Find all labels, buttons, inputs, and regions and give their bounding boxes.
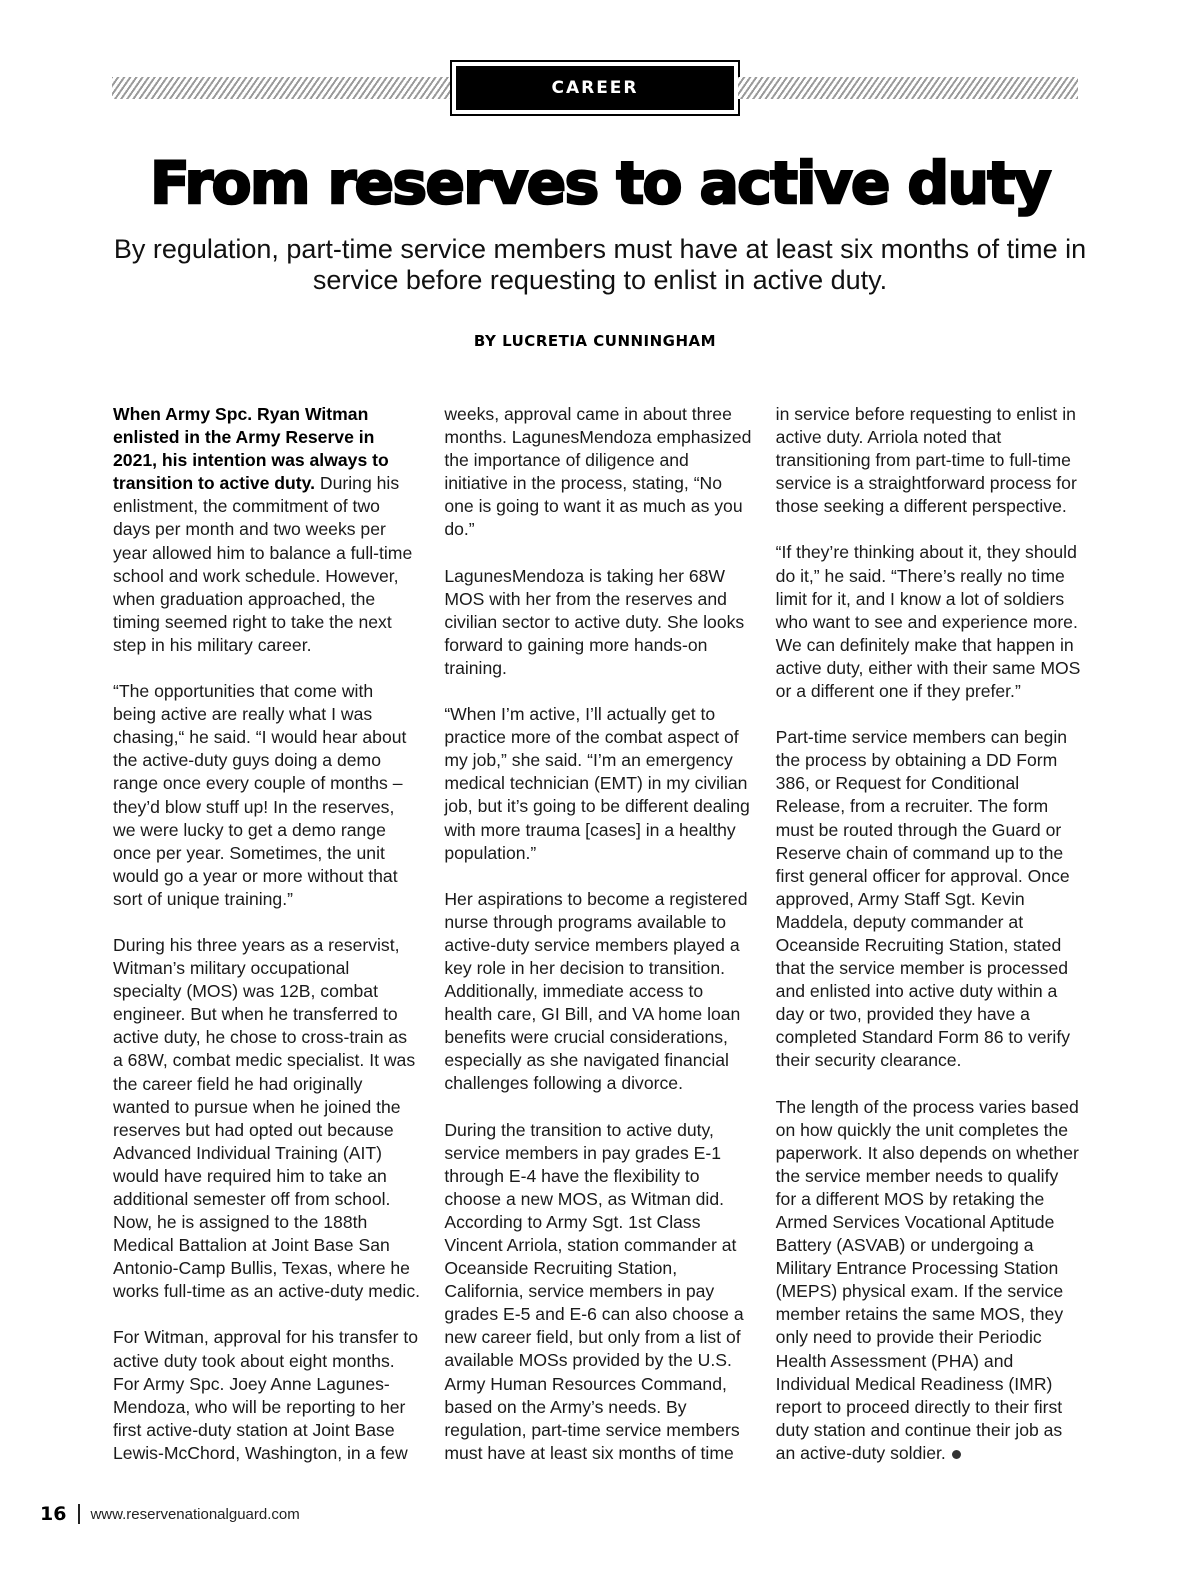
article-byline: BY LUCRETIA CUNNINGHAM (473, 332, 717, 350)
body-paragraph: “When I’m active, I’ll actually get to practice more of the combat aspect of my job,” she said. “I’m an emergency medical technician (EMT) in my civilian job, but it’s going to be different dealing with more trauma [cases] in a healthy population.” (444, 704, 750, 863)
section-header (112, 64, 1078, 112)
body-paragraph: Her aspirations to become a registered nurse through programs available to active-duty service members played a key role in her decision to transition. Additionally, immediate access to health care, GI Bill, and VA home loan benefits were crucial considerations, especially as she navigated financial challenges following a divorce. (444, 888, 748, 1094)
body-paragraph: LagunesMendoza is taking her 68W MOS with her from the reserves and civilian sector to active duty. She looks forward to gaining more hands-on training. (444, 565, 745, 678)
body-paragraph: Part-time service members can begin the process by obtaining a DD Form 386, or Request for Conditional Release, from a recruiter. The form must be routed through the Guard or Reserve chain of command up to the first general officer for approval. Once approved, Army Staff Sgt. Kevin Maddela, deputy commander at Oceanside Recruiting Station, stated that the service member is processed and enlisted into active duty within a day or two, provided they have a completed Standard Form 86 to verify their security clearance. (775, 727, 1070, 1071)
final-paragraph-text: The length of the process varies based on how quickly the unit completes the paperwork. It also depends on whether the service member needs to qualify for a different MOS by retaking the Armed Services Vocational Aptitude Battery (ASVAB) or undergoing a Military Entrance Processing Station (MEPS) physical exam. If the service member retains the same MOS, they only need to provide their Periodic Health Assessment (PHA) and Individual Medical Readiness (IMR) report to proceed directly to their first duty station and continue their job as an active-duty soldier. (775, 1096, 1079, 1463)
article-headline: From reserves to active duty (150, 149, 1050, 217)
header-stripes-left (112, 77, 452, 99)
footer-url: www.reservenationalguard.com (90, 1505, 300, 1523)
footer-divider (78, 1504, 80, 1524)
section-label: CAREER (454, 64, 736, 112)
lead-paragraph (113, 403, 420, 657)
final-paragraph (776, 1096, 1083, 1466)
page-number: 16 (40, 1503, 67, 1525)
body-paragraph: “If they’re thinking about it, they should do it,” he said. “There’s really no time limit for it, and I know a lot of soldiers who want to see and experience more. We can definitely make that happen in active duty, either with their same MOS or a different one if they prefer.” (775, 542, 1081, 702)
page-footer (40, 1501, 300, 1527)
article-body (113, 403, 1083, 1473)
body-paragraph: For Witman, approval for his transfer to active duty took about eight months. For Army Spc. Joey Anne Lagunes-Mendoza, who will be reporting to her first active-duty station at Joint Base Lewis-McChord, Washington, in a few weeks, approval came in about three months. LagunesMendoza emphasized the importance of diligence and initiative in the process, stating, “No one is going to want it as much as you do.” (113, 404, 752, 1463)
body-paragraph: During his three years as a reservist, Witman’s military occupational specialty (MOS) was 12B, combat engineer. But when he transferred to active duty, he chose to cross-train as a 68W, combat medic specialist. It was the career field he had originally wanted to pursue when he joined the reserves but had opted out because Advanced Individual Training (AIT) would have required him to take an additional semester off from school. Now, he is assigned to the 188th Medical Battalion at Joint Base San Antonio-Camp Bullis, Texas, where he works full-time as an active-duty medic. (113, 934, 421, 1302)
header-stripes-right (738, 77, 1078, 99)
lead-paragraph-intro: When Army Spc. Ryan Witman enlisted in the Army Reserve in 2021, his intention was always to transition to active duty. (113, 404, 389, 494)
lead-paragraph-rest: During his enlistment, the commitment of two days per month and two weeks per year allowed him to balance a full-time school and work schedule. However, when graduation approached, the timing seemed right to take the next step in his military career. (113, 473, 413, 655)
body-paragraph: During the transition to active duty, service members in pay grades E-1 through E-4 have the flexibility to choose a new MOS, as Witman did. According to Army Sgt. 1st Class Vincent Arriola, station commander at Oceanside Recruiting Station, California, service members in pay grades E-5 and E-6 can also choose a new career field, but only from a list of available MOSs provided by the U.S. Army Human Resources Command, based on the Army’s needs. By regulation, part-time service members must have at least six months of time in service before requesting to enlist in active duty. Arriola noted that transitioning from part-time to full-time service is a straightforward process for those seeking a different perspective. (444, 404, 1077, 1463)
end-mark-icon (952, 1450, 961, 1459)
article-deck: By regulation, part-time service members must have at least six months of time in service before requesting to enlist in active duty. (113, 234, 1087, 295)
body-paragraph: “The opportunities that come with being active are really what I was chasing,“ he said. “I would hear about the active-duty guys doing a demo range once every couple of months – they’d blow stuff up! In the reserves, we were lucky to get a demo range once per year. Sometimes, the unit would go a year or more without that sort of unique training.” (113, 681, 407, 909)
